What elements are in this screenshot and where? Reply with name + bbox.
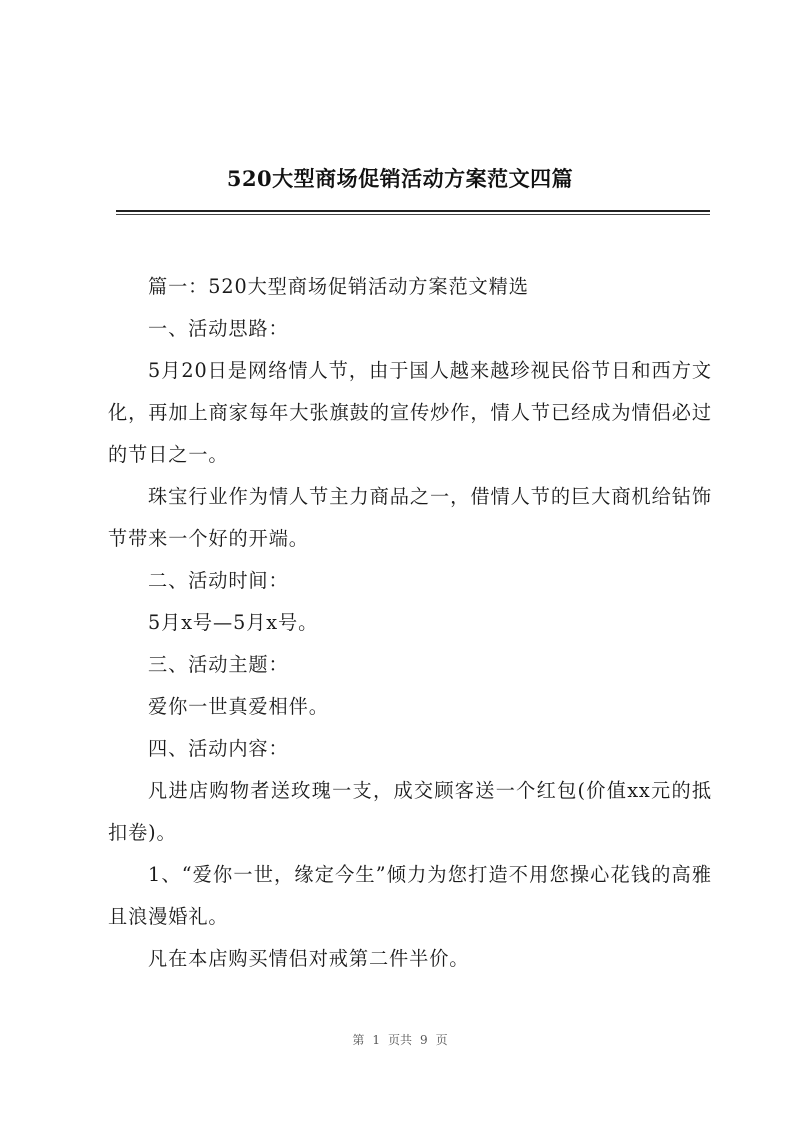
footer-prefix: 第 — [352, 1033, 365, 1047]
document-body — [108, 266, 712, 980]
footer-page-number: 1 — [372, 1033, 380, 1047]
paragraph-content-wedding: 1、“爱你一世，缘定今生”倾力为您打造不用您操心花钱的高雅且浪漫婚礼。 — [108, 863, 712, 928]
title-divider-thin — [116, 214, 710, 215]
paragraph-idea-text: 5月20日是网络情人节，由于国人越来越珍视民俗节日和西方文化，再加上商家每年大张旗鼓的宣传炒作，情人节已经成为情侣必过的节日之一。 — [108, 359, 712, 466]
paragraph-time-text: 5月x号—5月x号。 — [148, 611, 319, 634]
footer-middle: 页共 — [387, 1033, 412, 1047]
document-title: 520大型商场促销活动方案范文四篇 — [226, 166, 574, 191]
page-footer — [0, 1031, 800, 1048]
paragraph-content-rings: 凡在本店购买情侣对戒第二件半价。 — [148, 947, 470, 970]
title-divider — [116, 210, 710, 212]
paragraph-section-heading: 篇一：520大型商场促销活动方案范文精选 — [148, 275, 529, 298]
paragraph-heading-time: 二、活动时间： — [148, 569, 289, 592]
paragraph-heading-content: 四、活动内容： — [148, 737, 289, 760]
paragraph-heading-idea: 一、活动思路： — [148, 317, 289, 340]
paragraph-jewelry-text: 珠宝行业作为情人节主力商品之一，借情人节的巨大商机给钻饰节带来一个好的开端。 — [108, 485, 712, 550]
footer-suffix: 页 — [435, 1033, 448, 1047]
paragraph-theme-text: 爱你一世真爱相伴。 — [148, 695, 329, 718]
footer-total-pages: 9 — [420, 1033, 428, 1047]
paragraph-heading-theme: 三、活动主题： — [148, 653, 289, 676]
paragraph-content-gift: 凡进店购物者送玫瑰一支，成交顾客送一个红包(价值xx元的抵扣卷)。 — [108, 779, 712, 844]
